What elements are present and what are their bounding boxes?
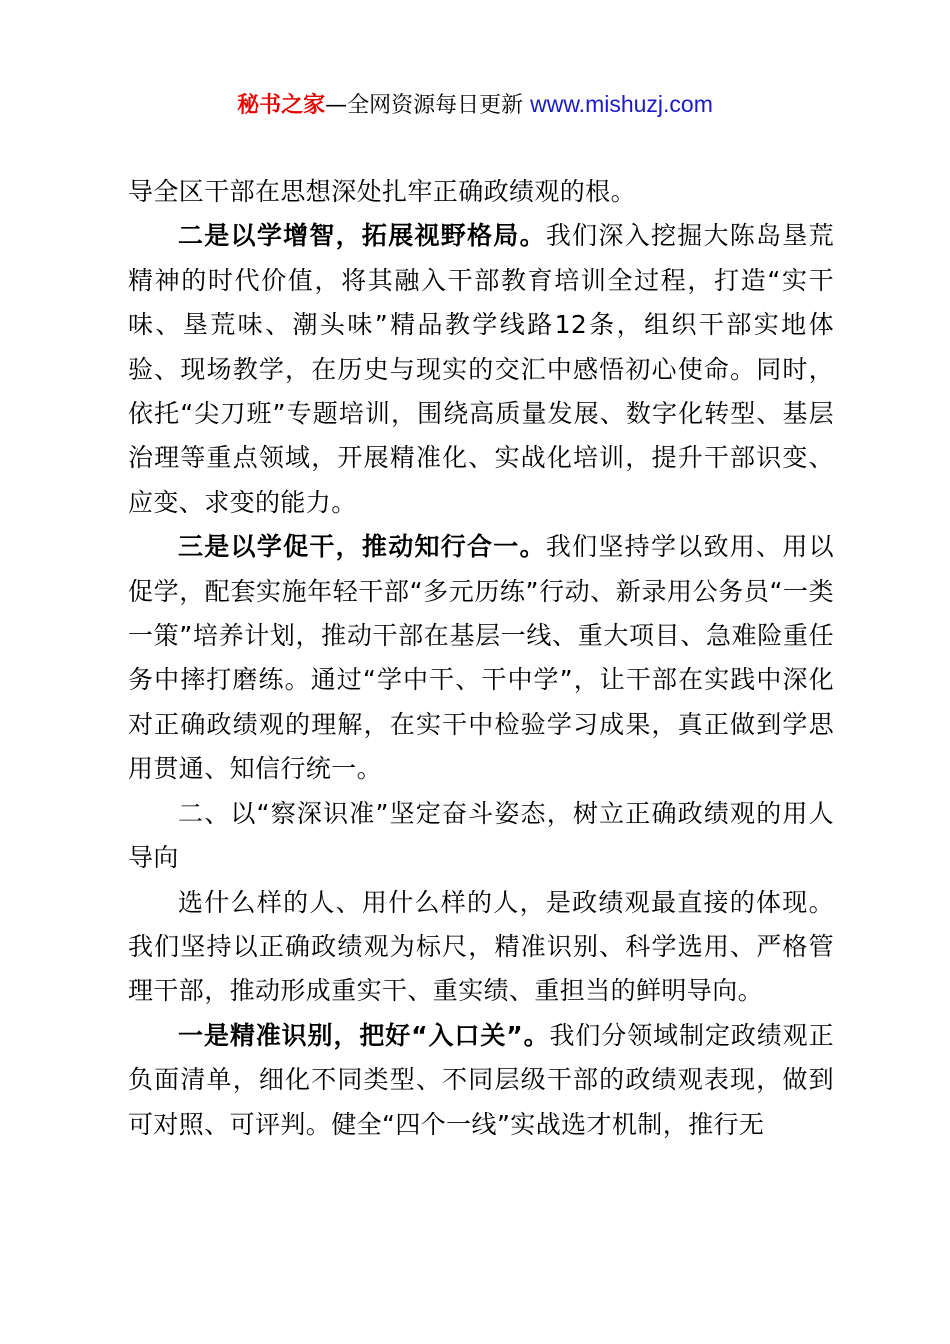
paragraph-text: 导全区干部在思想深处扎牢正确政绩观的根。: [128, 177, 637, 206]
paragraph-selection-intro: [128, 881, 834, 1014]
paragraph-text: 我们深入挖掘大陈岛垦荒精神的时代价值，将其融入干部教育培训全过程，打造“实干味、垦荒味、潮头味”精品教学线路12条，组织干部实地体验、现场教学，在历史与现实的交汇中感悟初心使命。同时，依托“尖刀班”专题培训，围绕高质量发展、数字化转型、基层治理等重点领域，开展精准化、实战化培训，提升干部识变、应变、求变的能力。: [128, 221, 834, 517]
paragraph-text: 我们分领域制定政绩观正负面清单，细化不同类型、不同层级干部的政绩观表现，做到可对照、可评判。健全“四个一线”实战选才机制，推行无: [128, 1020, 834, 1139]
paragraph-text: 我们坚持学以致用、用以促学，配套实施年轻干部“多元历练”行动、新录用公务员“一类一策”培养计划，推动干部在基层一线、重大项目、急难险重任务中摔打磨练。通过“学中干、干中学”，让干部在实践中深化对正确政绩观的理解，在实干中检验学习成果，真正做到学思用贯通、知信行统一。: [128, 532, 834, 784]
paragraph-text: 选什么样的人、用什么样的人，是政绩观最直接的体现。我们坚持以正确政绩观为标尺，精准识别、科学选用、严格管理干部，推动形成重实干、重实绩、重担当的鲜明导向。: [128, 887, 834, 1006]
paragraph-lead: 一是精准识别，把好“入口关”。: [178, 1020, 550, 1050]
section-heading-2: [128, 792, 834, 881]
paragraph-learn-wisdom: [128, 214, 834, 525]
header-url-link[interactable]: www.mishuzj.com: [530, 91, 713, 117]
page-header: [0, 88, 950, 122]
header-brand: 秘书之家: [237, 93, 326, 118]
header-tagline: —全网资源每日更新: [325, 93, 524, 118]
paragraph-lead: 二是以学增智，拓展视野格局。: [178, 221, 546, 251]
paragraph-precise-identification: [128, 1014, 834, 1147]
paragraph-learn-action: [128, 525, 834, 791]
document-body: [128, 170, 834, 1147]
paragraph-lead: 三是以学促干，推动知行合一。: [178, 532, 546, 562]
section-heading-text: 二、以“察深识准”坚定奋斗姿态，树立正确政绩观的用人导向: [128, 798, 834, 873]
paragraph-continuation: [128, 170, 834, 214]
